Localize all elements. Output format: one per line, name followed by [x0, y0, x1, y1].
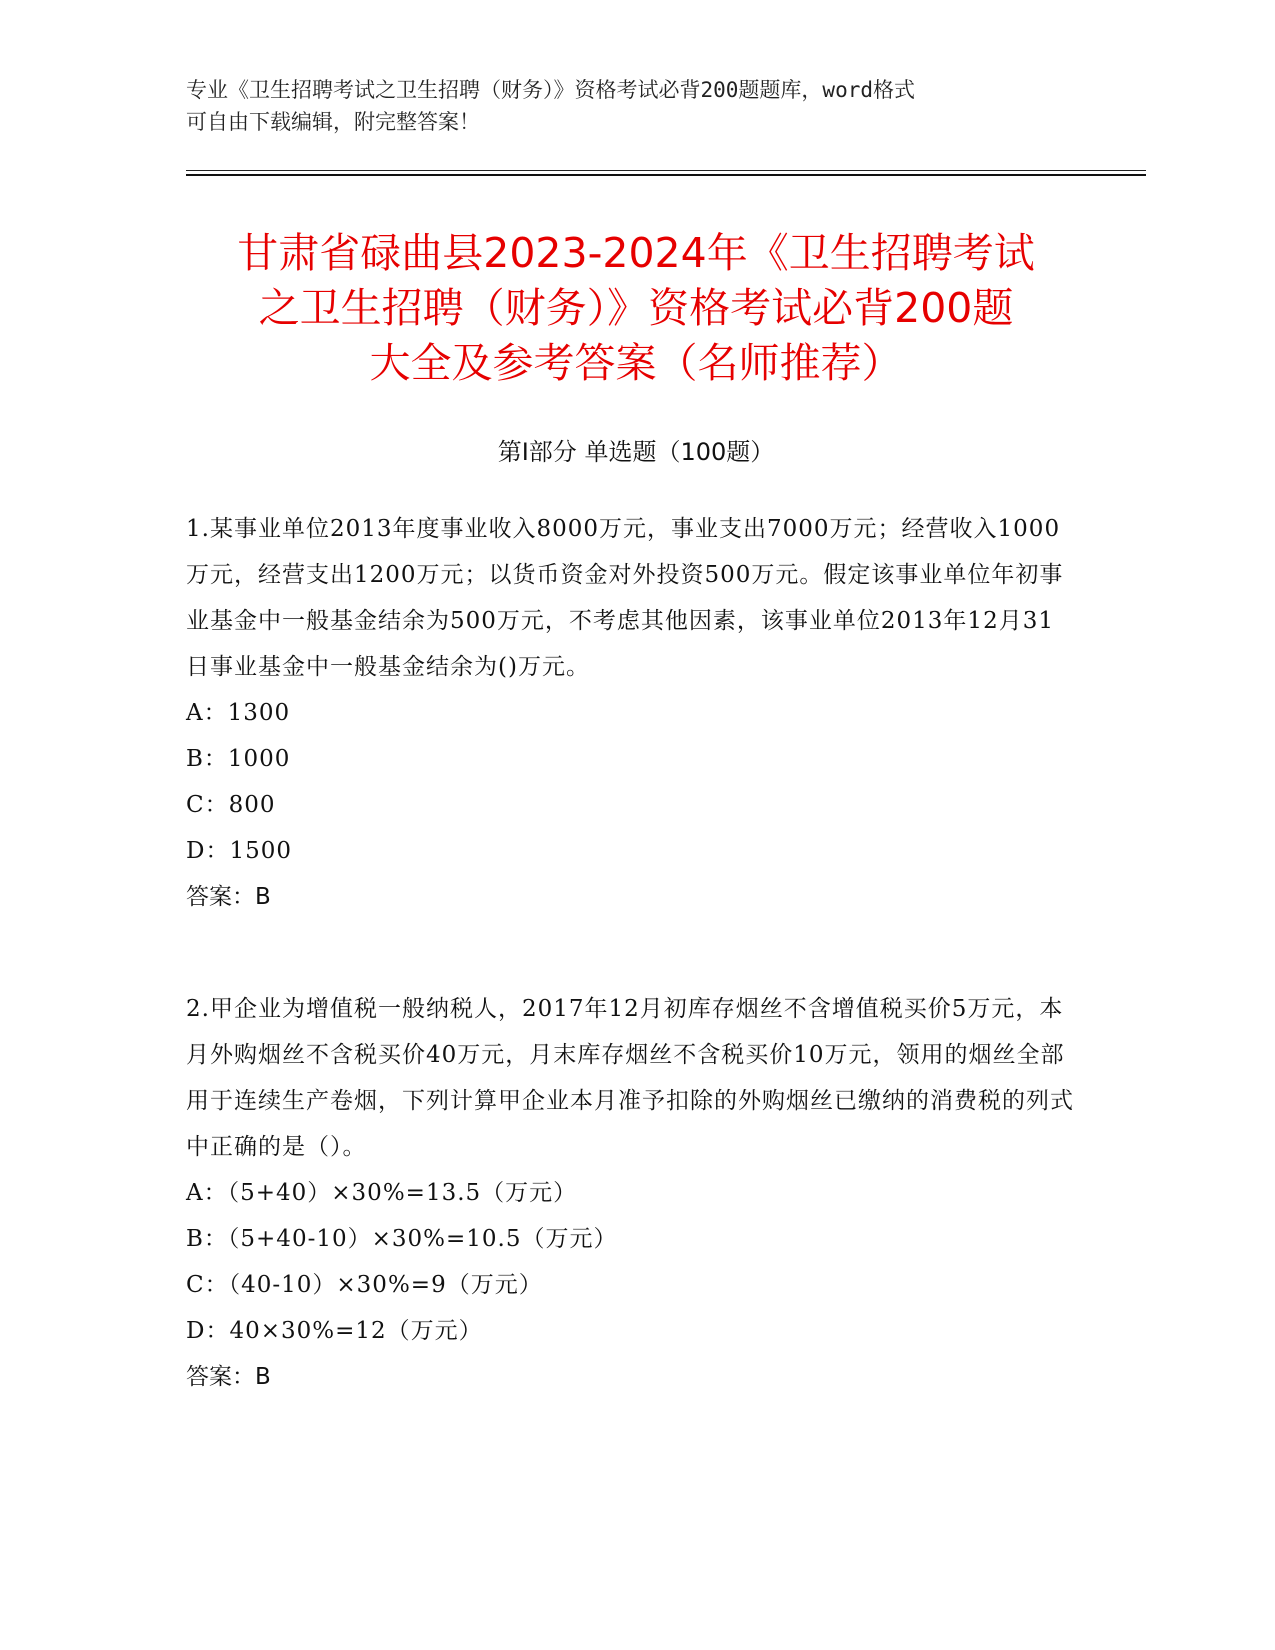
option-a: A：1300: [186, 700, 291, 726]
question-stem: 2.甲企业为增值税一般纳税人，2017年12月初库存烟丝不含增值税买价5万元，本月外购烟丝不含税买价40万元，月末库存烟丝不含税买价10万元，领用的烟丝全部用于连续生产卷烟，下列计算甲企业本月准予扣除的外购烟丝已缴纳的消费税的列式中正确的是（）。: [186, 996, 1074, 1160]
question-1: [186, 506, 1076, 920]
document-title-line-1: 甘肃省碌曲县2023-2024年《卫生招聘考试: [237, 229, 1035, 277]
header-divider-thin: [186, 170, 1146, 171]
header-note-line-2: 可自由下载编辑，附完整答案！: [186, 110, 480, 134]
option-b: B：1000: [186, 746, 291, 772]
header-divider-thick: [186, 174, 1146, 176]
question-stem: 1.某事业单位2013年度事业收入8000万元，事业支出7000万元；经营收入1000万元，经营支出1200万元；以货币资金对外投资500万元。假定该事业单位年初事业基金中一般基金结余为500万元，不考虑其他因素，该事业单位2013年12月31日事业基金中一般基金结余为()万元。: [186, 516, 1064, 680]
document-title-line-2: 之卫生招聘（财务）》资格考试必背200题: [258, 284, 1014, 332]
header-note: [186, 74, 1066, 138]
answer-label: 答案：B: [186, 884, 271, 910]
option-c: C：（40-10）×30%=9（万元）: [186, 1272, 543, 1298]
header-note-line-1: 专业《卫生招聘考试之卫生招聘（财务）》资格考试必背200题题库，word格式: [186, 78, 915, 102]
option-b: B：（5+40-10）×30%=10.5（万元）: [186, 1226, 618, 1252]
document-title-line-3: 大全及参考答案（名师推荐）: [369, 339, 903, 387]
section-title: 第Ⅰ部分 单选题（100题）: [497, 438, 775, 466]
option-d: D：1500: [186, 838, 292, 864]
document-title: [186, 226, 1086, 391]
option-c: C：800: [186, 792, 276, 818]
option-d: D：40×30%=12（万元）: [186, 1318, 483, 1344]
option-a: A：（5+40）×30%=13.5（万元）: [186, 1180, 578, 1206]
question-2: [186, 986, 1076, 1400]
answer-label: 答案：B: [186, 1364, 271, 1390]
